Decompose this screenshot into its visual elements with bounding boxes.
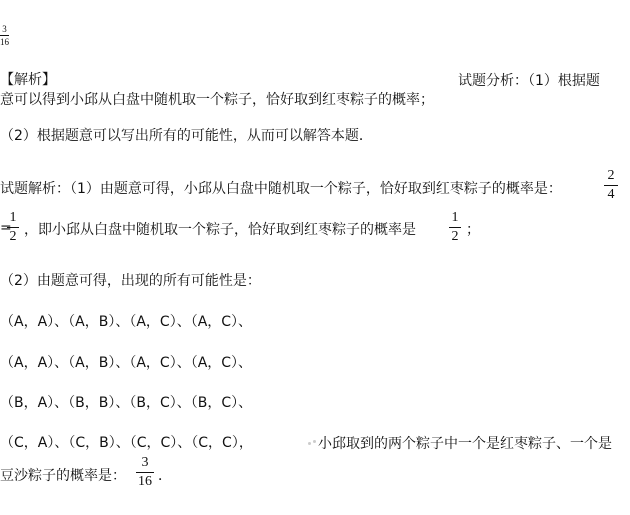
fraction-1-over-2-b: [449, 210, 461, 244]
solution-line2-text: ，即小邱从白盘中随机取一个粽子，恰好取到红枣粽子的概率是: [24, 222, 416, 238]
fraction-denominator: 2: [451, 229, 459, 244]
equals-sign: =: [0, 220, 12, 236]
analysis-line1-left: 意可以得到小邱从白盘中随机取一个粽子，恰好取到红枣粽子的概率；: [0, 92, 434, 108]
fraction-numerator: 3: [141, 455, 149, 470]
solution-line1: 试题解析：（1）由题意可得，小邱从白盘中随机取一个粽子，恰好取到红枣粽子的概率是：: [0, 181, 562, 197]
faint-mark: [308, 442, 311, 445]
conclusion-line1: 小邱取到的两个粽子中一个是红枣粽子、一个是: [318, 436, 612, 452]
conclusion-line2: 豆沙粽子的概率是：: [0, 468, 126, 484]
fraction-numerator: 1: [9, 210, 17, 225]
fraction-denominator: 16: [0, 37, 9, 47]
fraction-bar: [604, 185, 618, 186]
fraction-denominator: 2: [9, 229, 17, 244]
analysis-line1-right: 试题分析：（1）根据题: [458, 73, 600, 89]
fraction-bar: [449, 227, 461, 228]
outcome-row-2: （A，A）、（A，B）、（A，C）、（A，C）、: [0, 355, 253, 371]
outcome-row-1: （A，A）、（A，B）、（A，C）、（A，C）、: [0, 314, 253, 330]
solution-line2-end: ；: [466, 222, 480, 238]
fraction-bar: [136, 472, 154, 473]
top-answer-fraction: [0, 24, 9, 47]
fraction-numerator: 3: [2, 24, 7, 34]
fraction-bar: [7, 227, 19, 228]
fraction-numerator: 2: [607, 168, 615, 183]
part2-intro: （2）由题意可得，出现的所有可能性是：: [0, 273, 261, 289]
outcome-row-3: （B，A）、（B，B）、（B，C）、（B，C）、: [0, 395, 253, 411]
fraction-bar: [0, 35, 9, 36]
fraction-denominator: 4: [607, 187, 615, 202]
fraction-denominator: 16: [138, 474, 152, 489]
final-period: ．: [158, 468, 172, 484]
analysis-label: 【解析】: [0, 72, 56, 88]
fraction-1-over-2-a: [7, 210, 19, 244]
outcome-row-4: （C，A）、（C，B）、（C，C）、（C，C），: [0, 435, 253, 451]
fraction-3-over-16: [136, 455, 154, 489]
fraction-numerator: 1: [451, 210, 459, 225]
faint-mark: [313, 440, 316, 443]
fraction-2-over-4: [604, 168, 618, 202]
analysis-line2: （2）根据题意可以写出所有的可能性，从而可以解答本题．: [0, 128, 373, 144]
